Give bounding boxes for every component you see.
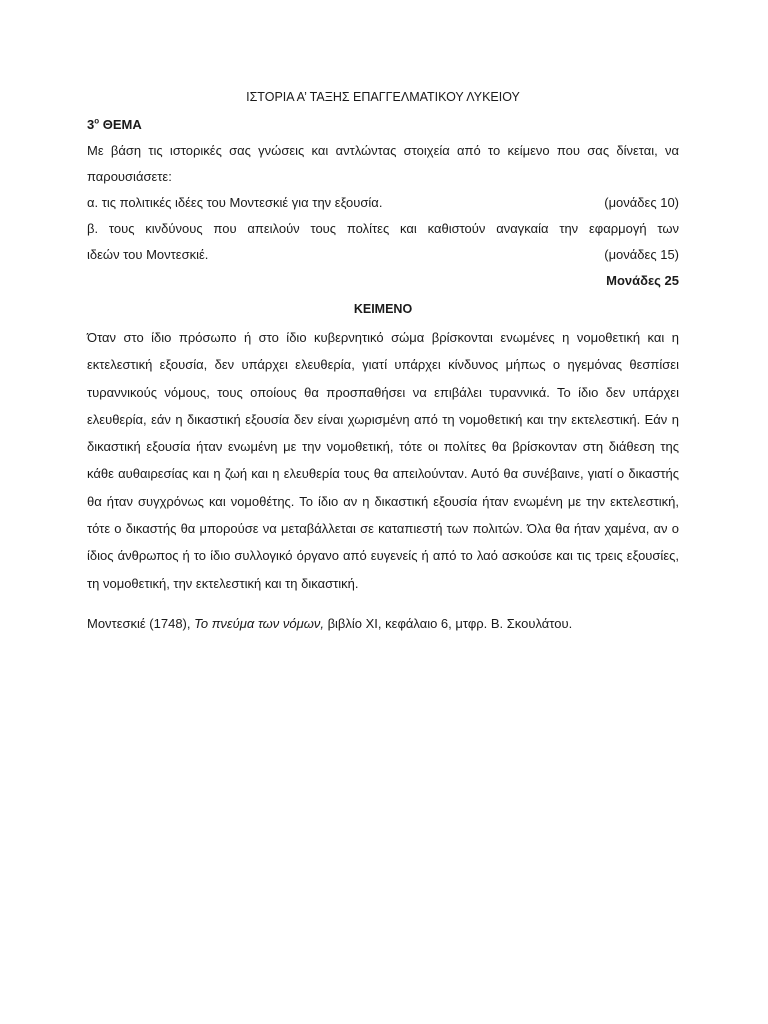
question-b (87, 216, 679, 268)
source-text: Όταν στο ίδιο πρόσωπο ή στο ίδιο κυβερνητικό σώμα βρίσκονται ενωμένες η νομοθετική και η εκτελεστική εξουσία, δεν υπάρχει ελευθερία, γιατί υπάρχει κίνδυνος μήπως ο ηγεμόνας θεσπίσει τυραννικούς νόμους, τους οποίους θα προσπαθήσει να επιβάλει τυραννικά. Το ίδιο δεν υπάρχει ελευθερία, εάν η δικαστική εξουσία δεν είναι χωρισμένη από τη νομοθετική και την εκτελεστική. Εάν η δικαστική εξουσία ήταν ενωμένη με την νομοθετική, τότε οι πολίτες θα βρίσκονταν στη διάθεση της κάθε αυθαιρεσίας και η ζωή και η ελευθερία τους θα απειλούνταν. Αυτό θα συνέβαινε, γιατί ο δικαστής θα ήταν συγχρόνως και νομοθέτης. Το ίδιο αν η δικαστική εξουσία ήταν ενωμένη με την εκτελεστική, τότε ο δικαστής θα μπορούσε να μεταβάλλεται σε καταπιεστή των πολιτών. Όλα θα ήταν χαμένα, αν ο ίδιος άνθρωπος ή το ίδιο συλλογικό όργανο από ευγενείς ή από το λαό ασκούσε και τις τρεις εξουσίες, τη νομοθετική, την εκτελεστική και τη δικαστική. (87, 330, 679, 591)
topic-number: 3 (87, 117, 95, 132)
source-citation (87, 611, 679, 637)
citation-details: βιβλίο XI, κεφάλαιο 6, μτφρ. Β. Σκουλάτου. (323, 615, 573, 631)
question-a-text: α. τις πολιτικές ιδέες του Μοντεσκιέ για την εξουσία. (87, 195, 383, 210)
topic-heading (87, 112, 679, 138)
total-points: Μονάδες 25 (606, 273, 679, 288)
source-heading: ΚΕΙΜΕΝΟ (353, 302, 413, 316)
topic-ordinal-superscript: ο (94, 116, 100, 126)
document-title: ΙΣΤΟΡΙΑ Α’ ΤΑΞΗΣ ΕΠΑΓΓΕΛΜΑΤΙΚΟΥ ΛΥΚΕΙΟΥ (246, 90, 520, 104)
question-a-points: (μονάδες 10) (604, 195, 679, 210)
question-b-line2-row (87, 242, 679, 268)
instructions-text: Με βάση τις ιστορικές σας γνώσεις και αντλώντας στοιχεία από το κείμενο που σας δίνεται, να παρουσιάσετε: (87, 143, 679, 184)
citation-work-title: Το πνεύμα των νόμων, (194, 615, 324, 631)
question-b-line2: ιδεών του Μοντεσκιέ. (87, 247, 209, 262)
question-a (87, 190, 679, 216)
topic-word: ΘΕΜΑ (102, 117, 142, 132)
citation-author-year: Μοντεσκιέ (1748), (87, 615, 195, 631)
question-b-points: (μονάδες 15) (604, 247, 679, 262)
question-b-line1: β. τους κινδύνους που απειλούν τους πολίτες και καθιστούν αναγκαία την εφαρμογή των (87, 221, 679, 236)
exam-page (87, 82, 679, 637)
